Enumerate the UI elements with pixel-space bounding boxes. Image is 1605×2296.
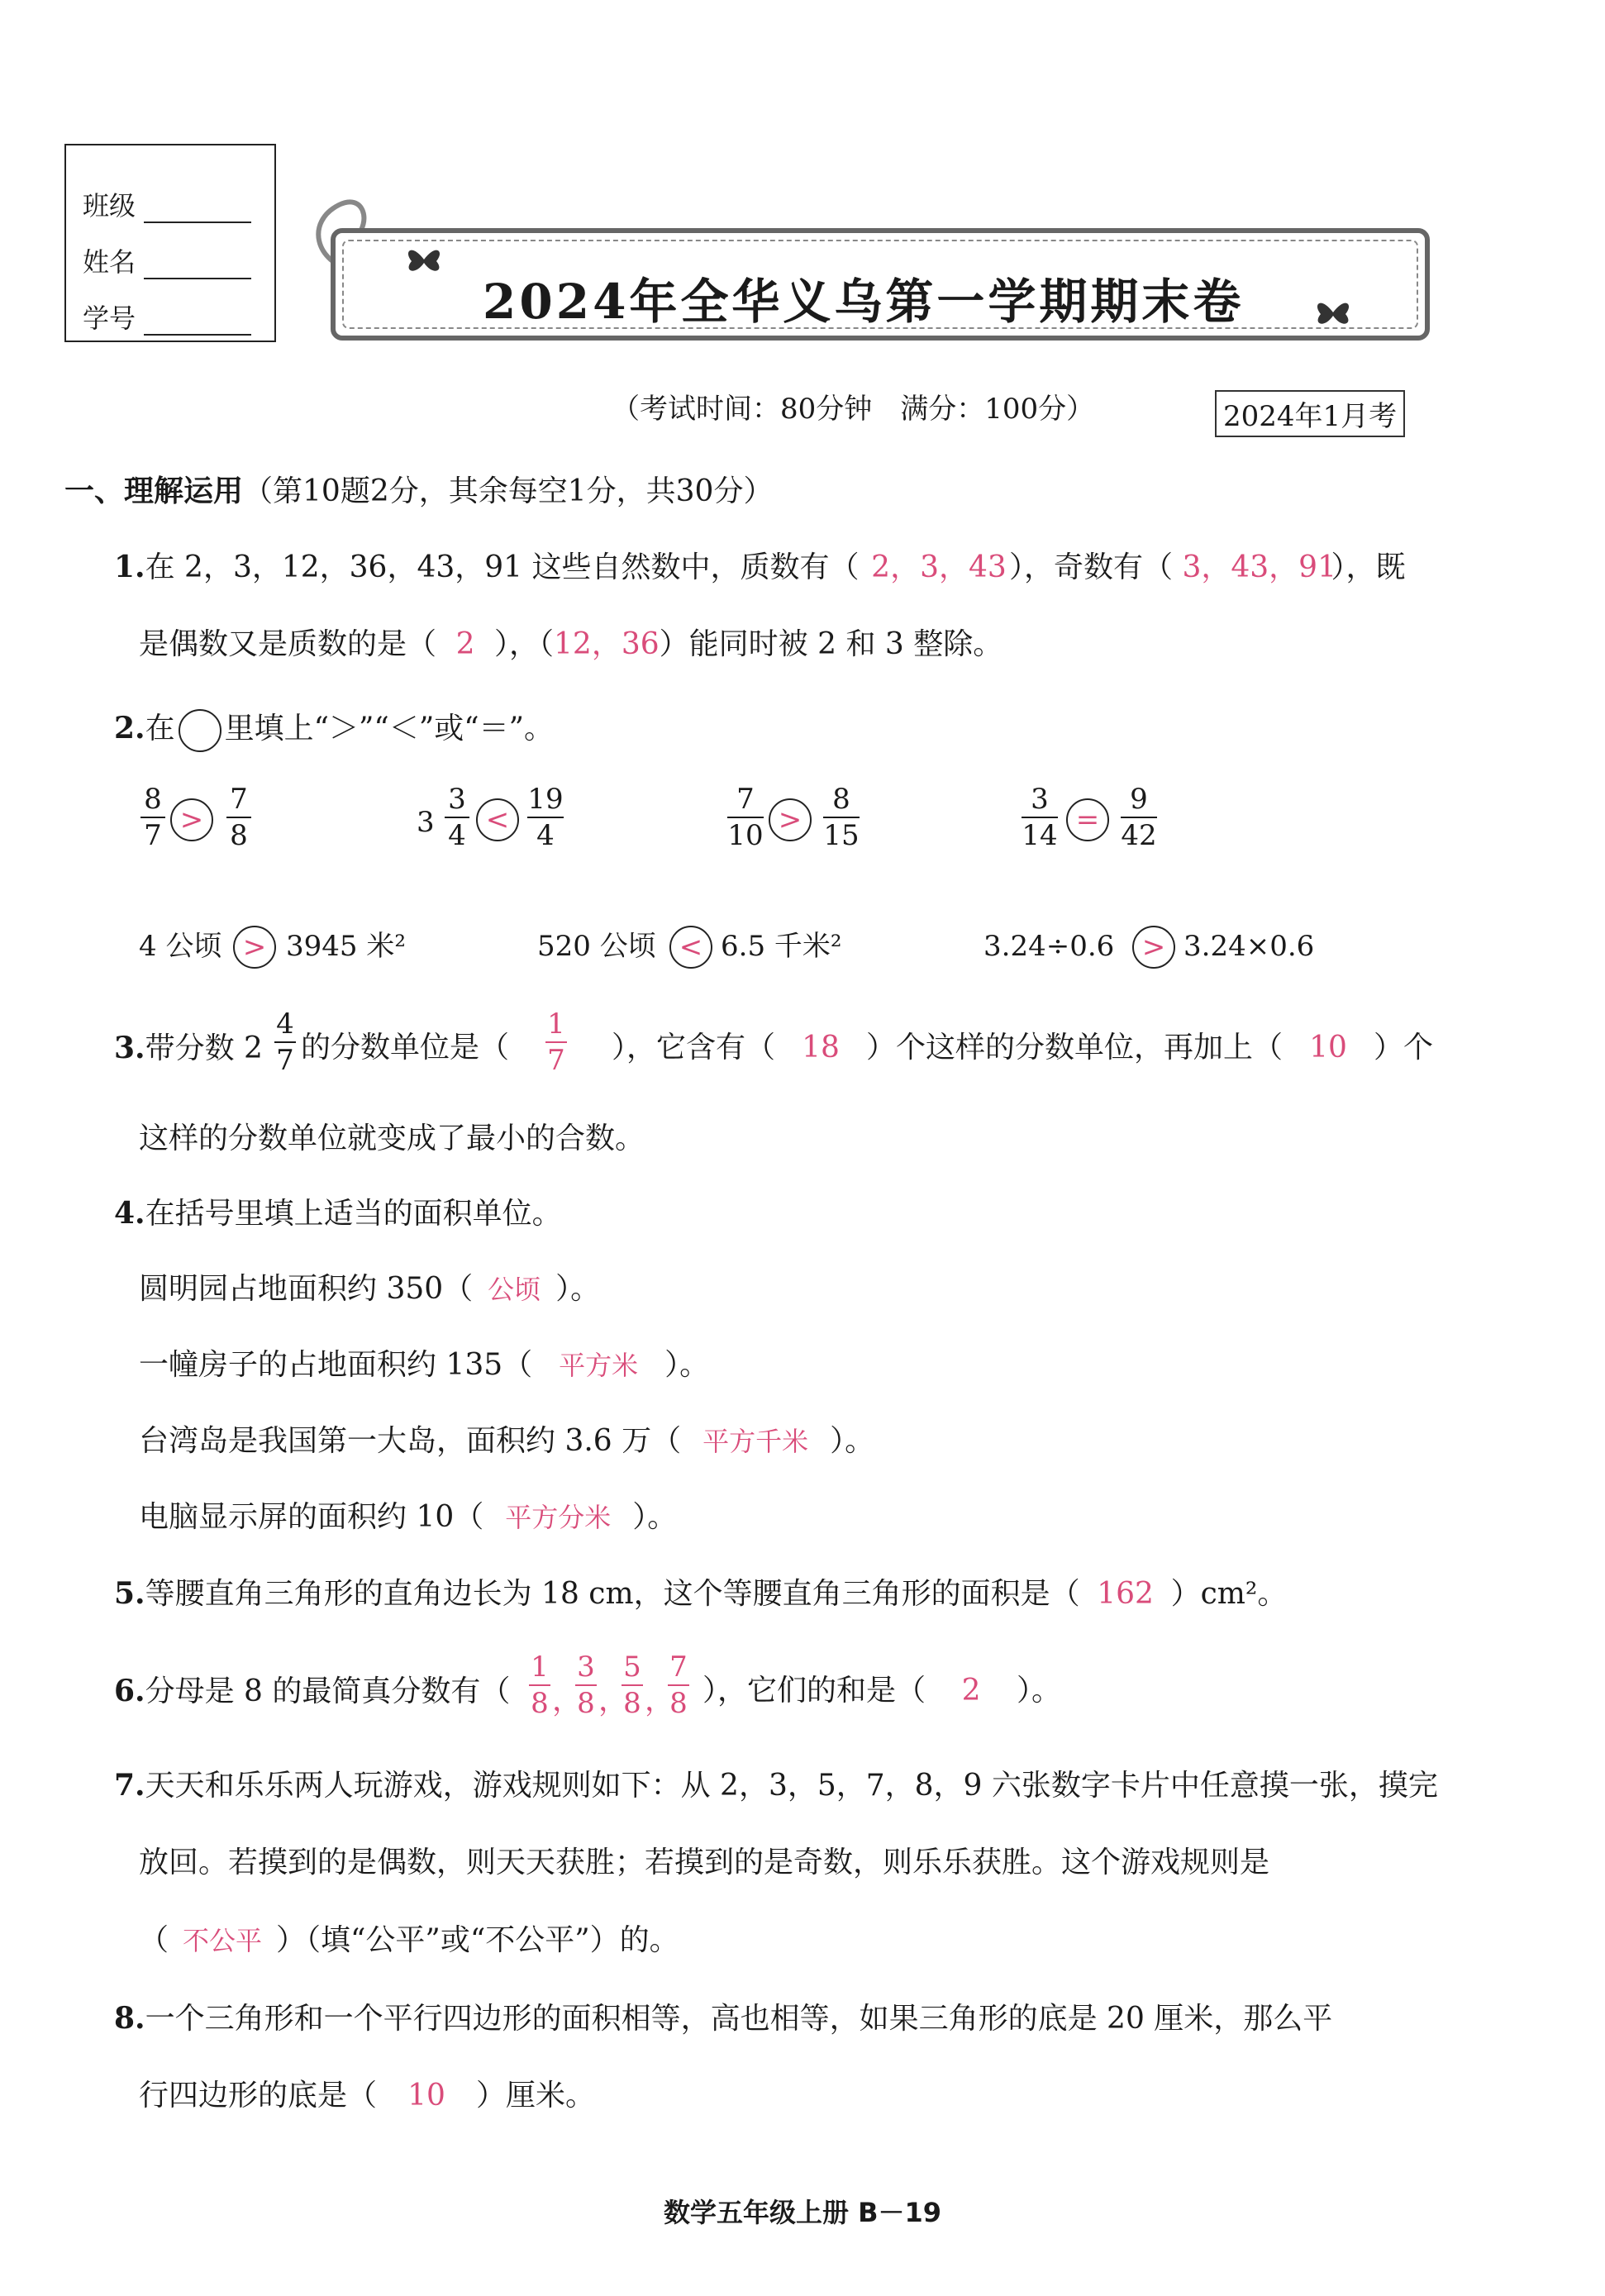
q2b-frac-left: 3 4 (445, 785, 469, 850)
q4-item-2: 一幢房子的占地面积约 135（ 平方米 ）。 (139, 1348, 710, 1382)
q7-line1: 7.天天和乐乐两人玩游戏，游戏规则如下：从 2，3，5，7，8，9 六张数字卡片中任意摸一张，摸完 (114, 1768, 1438, 1803)
date-tag: 2024年1月考 (1215, 390, 1405, 437)
name-row (83, 241, 251, 279)
q2c-compare: > (769, 798, 812, 841)
q3-mixed-frac: 4 7 (274, 1010, 296, 1074)
q2d-compare: = (1066, 798, 1109, 841)
q1-answer-3: 2 (455, 627, 475, 661)
q3-part2: 的分数单位是（ (301, 1031, 510, 1065)
q2d-frac-right: 9 42 (1121, 783, 1157, 852)
q6-frac-2: 3 8 (575, 1653, 597, 1717)
q6-part2: ），它们的和是（ 2 ）。 (702, 1674, 1062, 1708)
q2b-frac-right: 19 4 (527, 783, 564, 852)
q3-answer-1: 1 7 (545, 1010, 567, 1074)
q7-answer: 不公平 (183, 1925, 263, 1956)
q7-line2: 放回。若摸到的是偶数，则天天获胜；若摸到的是奇数，则乐乐获胜。这个游戏规则是 (139, 1846, 1270, 1879)
q2e-left: 4 公顷 (139, 930, 222, 963)
class-field[interactable] (144, 197, 251, 223)
q2g-right: 3.24×0.6 (1184, 930, 1315, 963)
q3-answer-3: 10 (1309, 1031, 1347, 1065)
name-label: 姓名 (83, 246, 136, 278)
id-row (83, 298, 251, 336)
id-label: 学号 (83, 302, 136, 334)
q8-answer: 10 (407, 2079, 445, 2113)
q4-item-3: 台湾岛是我国第一大岛，面积约 3.6 万（ 平方千米 ）。 (139, 1424, 875, 1458)
q4-item-4: 电脑显示屏的面积约 10（ 平方分米 ）。 (139, 1500, 678, 1534)
butterfly-icon-2 (1312, 296, 1354, 329)
q2f-compare: < (669, 926, 712, 969)
page-title: 2024年全华义乌第一学期期末卷 (483, 274, 1245, 330)
q2b-compare: < (476, 798, 519, 841)
q4-answer-1: 公顷 (488, 1274, 541, 1305)
q6-frac-4: 7 8 (668, 1653, 689, 1717)
q7-line3: （ 不公平 ）（填“公平”或“不公平”）的。 (139, 1923, 679, 1957)
q2g-compare: > (1132, 926, 1175, 969)
q2c-frac-right: 8 15 (823, 783, 860, 852)
q6-frac-3: 5 8 (622, 1653, 643, 1717)
q1-answer-4: 12，36 (554, 627, 660, 661)
q1-answer-1: 2，3，43 (871, 550, 1007, 584)
q3-line2: 这样的分数单位就变成了最小的合数。 (139, 1122, 645, 1155)
q2f-left: 520 公顷 (537, 930, 656, 963)
q1-line1: 1.在 2，3，12，36，43，91 这些自然数中，质数有（ 2，3，43），奇数有（ 3，43，91），既 (114, 550, 1406, 584)
class-label: 班级 (83, 190, 136, 222)
q1-answer-2: 3，43，91 (1182, 550, 1336, 584)
name-field[interactable] (144, 253, 251, 279)
student-info-box (64, 144, 276, 342)
q4-answer-2: 平方米 (559, 1350, 639, 1381)
q3-answer-2: 18 (802, 1031, 840, 1065)
q2c-frac-left: 7 10 (727, 783, 764, 852)
page-footer: 数学五年级上册 B－19 (663, 2197, 942, 2228)
q3-part3: ），它含有（ 18 ）个这样的分数单位，再加上（ 10 ）个 (612, 1031, 1434, 1065)
q4-answer-4: 平方分米 (505, 1502, 612, 1533)
q2e-right: 3945 米² (286, 930, 406, 963)
q4-stem: 4.在括号里填上适当的面积单位。 (114, 1196, 562, 1231)
q8-line1: 8.一个三角形和一个平行四边形的面积相等，高也相等，如果三角形的底是 20 厘米，那么平 (114, 2001, 1333, 2036)
q1-line2: 是偶数又是质数的是（ 2 ），（12，36）能同时被 2 和 3 整除。 (139, 627, 1003, 661)
q2g-left: 3.24÷0.6 (983, 930, 1115, 963)
q2a-frac-right: 7 8 (226, 785, 251, 850)
q2d-frac-left: 3 14 (1022, 783, 1058, 852)
q2a-compare: > (170, 798, 213, 841)
blank-circle-icon (179, 709, 221, 752)
q2f-right: 6.5 千米² (721, 930, 842, 963)
butterfly-icon (403, 243, 445, 276)
q8-line2: 行四边形的底是（ 10 ）厘米。 (139, 2079, 596, 2113)
q5: 5.等腰直角三角形的直角边长为 18 cm，这个等腰直角三角形的面积是（ 162 ）cm²。 (114, 1576, 1288, 1611)
q6-answer: 2 (961, 1674, 981, 1708)
q3-part1: 3.带分数 2 (114, 1031, 263, 1065)
section-title: 一、理解运用 (64, 474, 244, 508)
q2b-whole: 3 (417, 806, 435, 839)
class-row (83, 185, 251, 223)
q4-answer-3: 平方千米 (702, 1426, 809, 1457)
section-heading (64, 476, 773, 507)
q2a-frac-left: 8 7 (140, 785, 165, 850)
q2-stem: 2.在 里填上“＞”“＜”或“＝”。 (114, 709, 554, 752)
exam-info: （考试时间：80分钟 满分：100分） (612, 393, 1095, 426)
q6-frac-1: 1 8 (529, 1653, 550, 1717)
q2e-compare: > (233, 926, 276, 969)
section-note: （第10题2分，其余每空1分，共30分） (243, 474, 774, 508)
q6-part1: 6.分母是 8 的最简真分数有（ (114, 1674, 511, 1708)
q5-answer: 162 (1097, 1577, 1154, 1611)
id-field[interactable] (144, 309, 251, 336)
q4-item-1: 圆明园占地面积约 350（ 公顷 ）。 (139, 1272, 601, 1306)
